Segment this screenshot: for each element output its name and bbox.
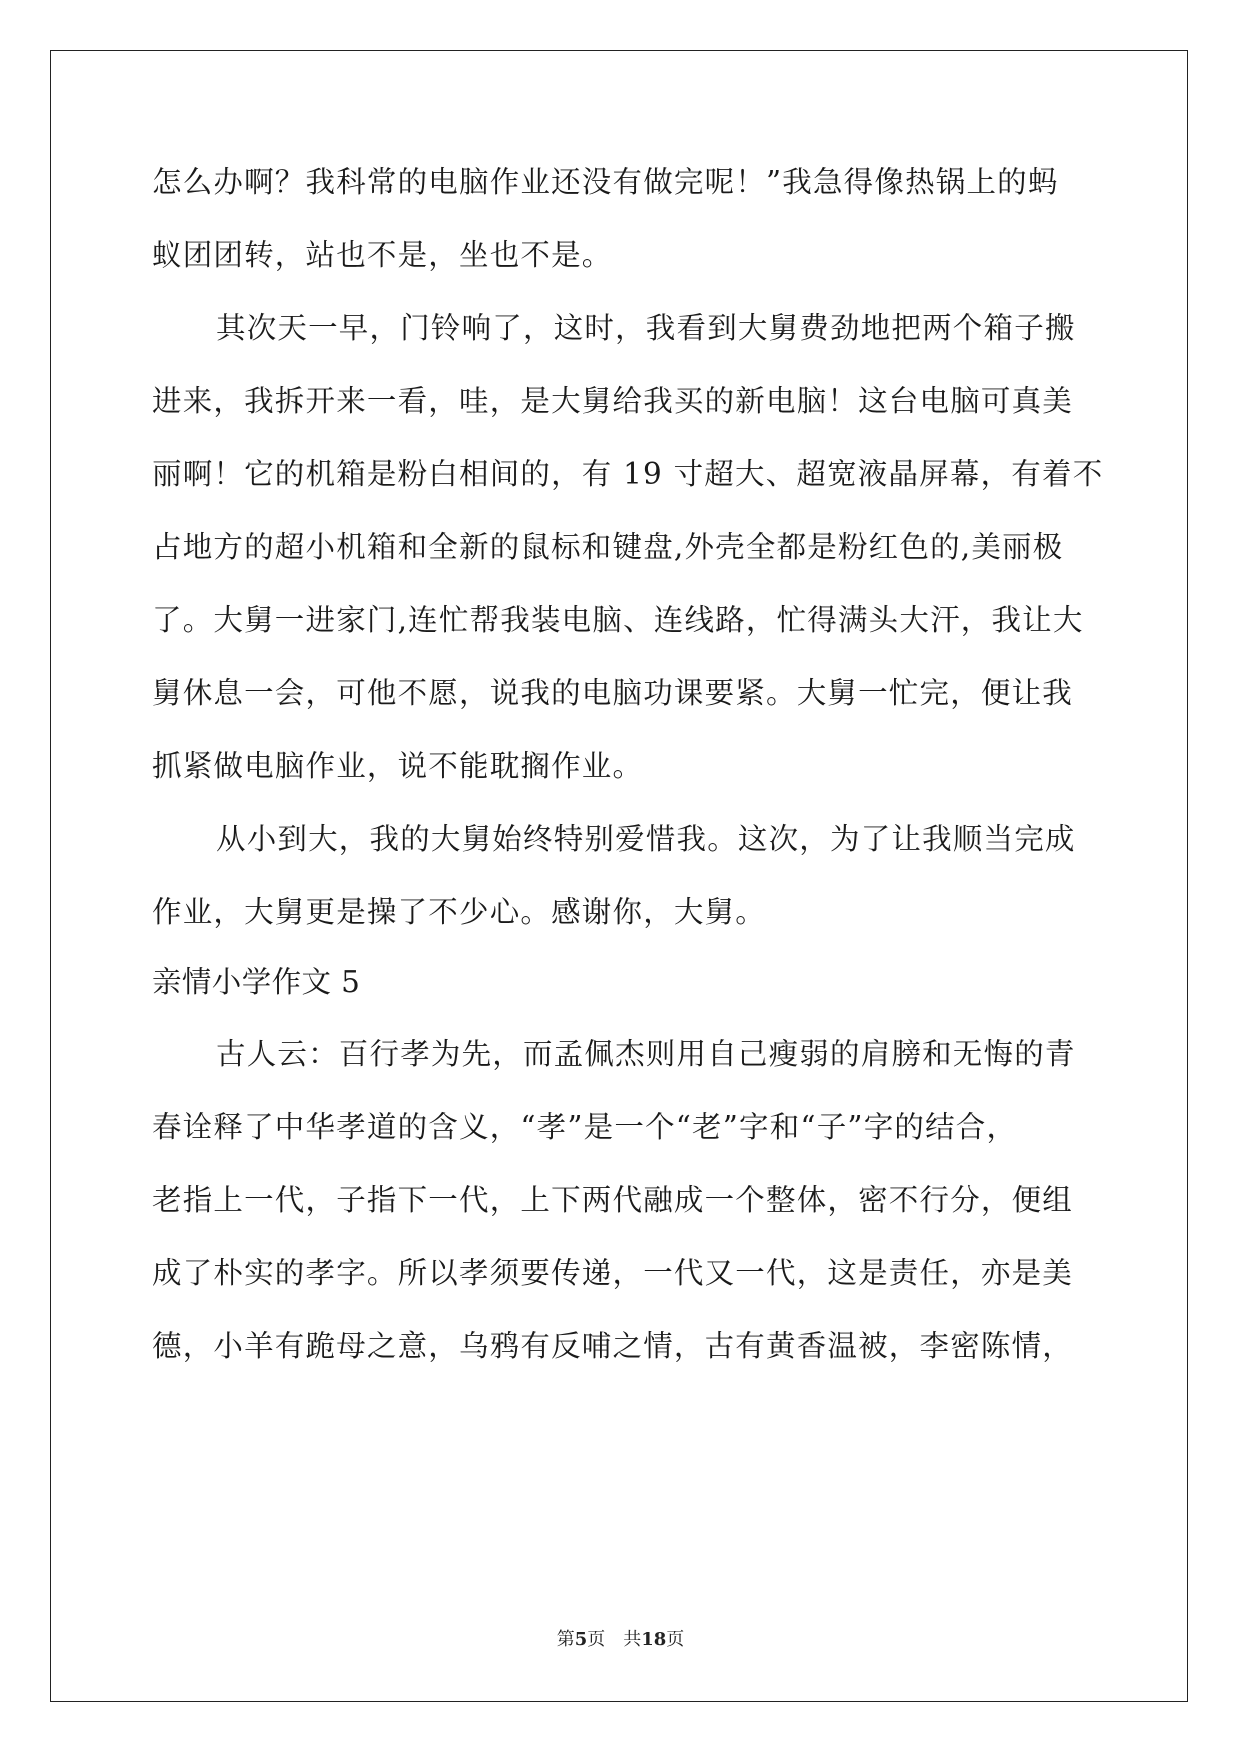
footer-page-prefix: 第 <box>556 1629 575 1650</box>
text-line-15: 老指上一代，子指下一代，上下两代融成一个整体，密不行分，便组 <box>152 1183 1074 1217</box>
text-line-4: 进来，我拆开来一看，哇，是大舅给我买的新电脑！这台电脑可真美 <box>152 384 1074 418</box>
section-heading: 亲情小学作文 5 <box>152 965 361 999</box>
text-line-1: 怎么办啊？我科常的电脑作业还没有做完呢！”我急得像热锅上的蚂 <box>152 165 1059 199</box>
footer-total-prefix: 共 <box>623 1629 642 1650</box>
text-line-17: 德，小羊有跪母之意，乌鸦有反哺之情，古有黄香温被，李密陈情， <box>152 1329 1074 1363</box>
text-line-14: 春诠释了中华孝道的含义，“孝”是一个“老”字和“子”字的结合， <box>152 1110 1018 1144</box>
text-line-5: 丽啊！它的机箱是粉白相间的，有 19 寸超大、超宽液晶屏幕，有着不 <box>152 457 1104 491</box>
page-footer <box>0 1625 1241 1651</box>
text-line-16: 成了朴实的孝字。所以孝须要传递，一代又一代，这是责任，亦是美 <box>152 1256 1074 1290</box>
text-line-7: 了。大舅一进家门,连忙帮我装电脑、连线路，忙得满头大汗，我让大 <box>152 603 1084 637</box>
paragraph-start-line-3: 其次天一早，门铃响了，这时，我看到大舅费劲地把两个箱子搬 <box>216 311 1076 345</box>
text-line-11: 作业，大舅更是操了不少心。感谢你，大舅。 <box>152 895 767 929</box>
page-border <box>50 50 1188 1702</box>
footer-page-number: 5 <box>574 1629 588 1650</box>
footer-page-suffix: 页 <box>587 1629 606 1650</box>
paragraph-start-line-10: 从小到大，我的大舅始终特别爱惜我。这次，为了让我顺当完成 <box>216 822 1076 856</box>
paragraph-start-line-13: 古人云：百行孝为先，而孟佩杰则用自己瘦弱的肩膀和无悔的青 <box>216 1037 1076 1071</box>
text-line-2: 蚁团团转，站也不是，坐也不是。 <box>152 238 613 272</box>
text-line-9: 抓紧做电脑作业，说不能耽搁作业。 <box>152 749 644 783</box>
footer-total-pages: 18 <box>641 1629 667 1650</box>
footer-total-suffix: 页 <box>666 1629 685 1650</box>
text-line-8: 舅休息一会，可他不愿，说我的电脑功课要紧。大舅一忙完，便让我 <box>152 676 1074 710</box>
text-line-6: 占地方的超小机箱和全新的鼠标和键盘,外壳全都是粉红色的,美丽极 <box>152 530 1064 564</box>
